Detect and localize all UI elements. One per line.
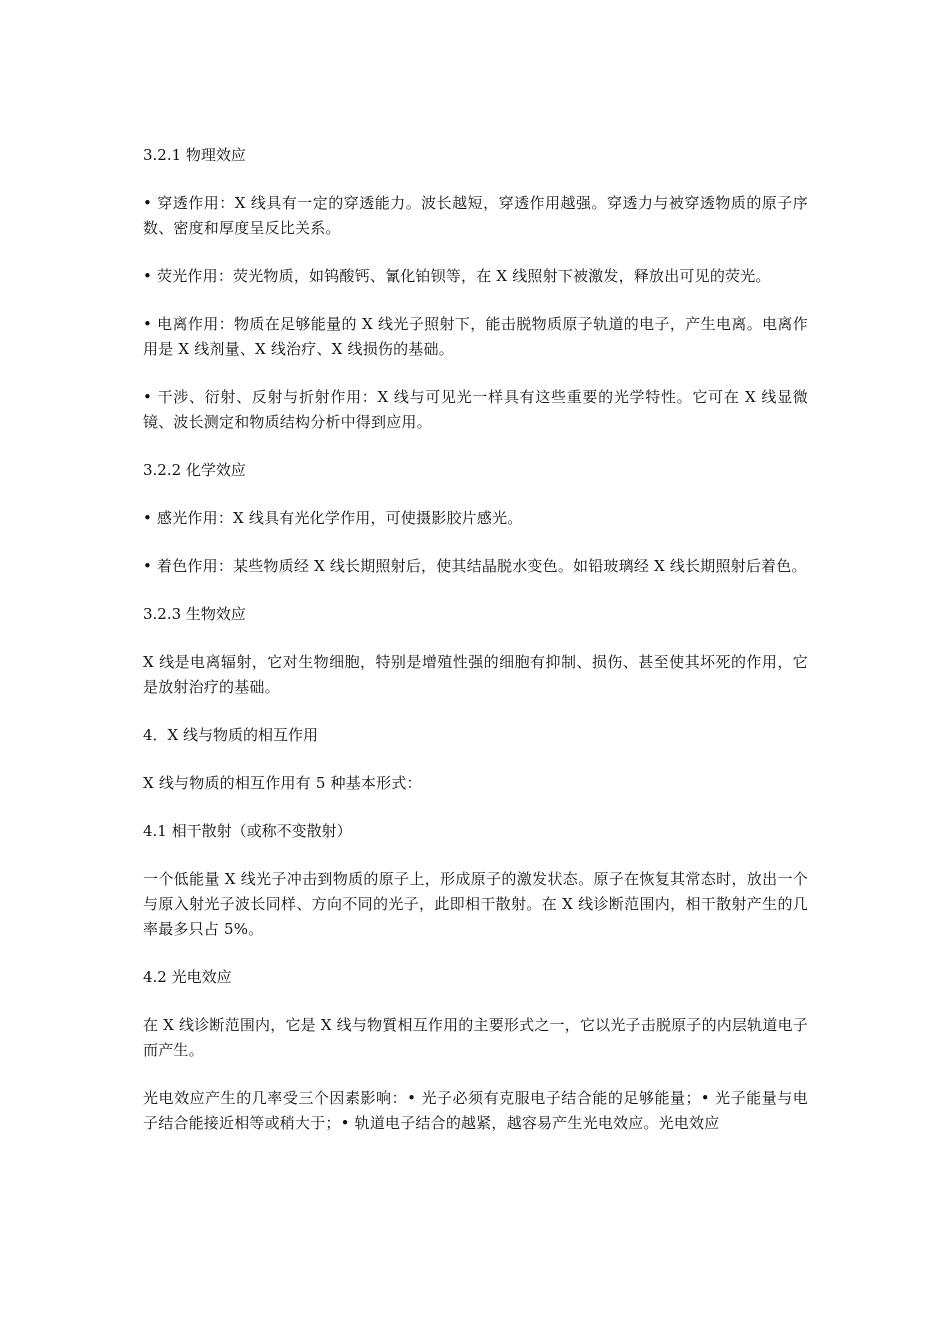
paragraph-optics: • 干涉、衍射、反射与折射作用：X 线与可见光一样具有这些重要的光学特性。它可在 X 线显微镜、波长测定和物质结构分析中得到应用。 xyxy=(143,388,808,431)
paragraph-fluorescence: • 荧光作用：荧光物质，如钨酸钙、氰化铂钡等，在 X 线照射下被激发，释放出可见的荧光。 xyxy=(143,267,771,285)
section-heading-4-1: 4.1 相干散射（或称不变散射） xyxy=(143,822,352,840)
section-heading-3-2-1: 3.2.1 物理效应 xyxy=(143,146,246,164)
section-heading-3-2-3: 3.2.3 生物效应 xyxy=(143,605,246,623)
paragraph-photoelectric: 在 X 线诊断范围内，它是 X 线与物質相互作用的主要形式之一，它以光子击脱原子的内层轨道电子而产生。 xyxy=(143,1016,808,1059)
paragraph-ionization: • 电离作用：物质在足够能量的 X 线光子照射下，能击脱物质原子轨道的电子，产生电离。电离作用是 X 线剂量、X 线治疗、X 线损伤的基础。 xyxy=(143,315,808,358)
paragraph-photosensitive: • 感光作用：X 线具有光化学作用，可使摄影胶片感光。 xyxy=(143,509,523,527)
paragraph-interaction-forms: X 线与物质的相互作用有 5 种基本形式： xyxy=(143,774,422,792)
paragraph-biological: X 线是电离辐射，它对生物细胞，特别是增殖性强的细胞有抑制、损伤、甚至使其坏死的作用，它是放射治疗的基础。 xyxy=(143,653,808,696)
paragraph-penetration: • 穿透作用：X 线具有一定的穿透能力。波长越短，穿透作用越强。穿透力与被穿透物质的原子序数、密度和厚度呈反比关系。 xyxy=(143,194,808,237)
document-page xyxy=(143,143,808,1159)
paragraph-photoelectric-factors: 光电效应产生的几率受三个因素影响：• 光子必须有克服电子结合能的足够能量；• 光子能量与电子结合能接近相等或稍大于；• 轨道电子结合的越紧，越容易产生光电效应。光电效应 xyxy=(143,1089,808,1132)
section-heading-4-2: 4.2 光电效应 xyxy=(143,968,232,986)
paragraph-coloring: • 着色作用：某些物质经 X 线长期照射后，使其结晶脱水变色。如铅玻璃经 X 线长期照射后着色。 xyxy=(143,557,807,575)
paragraph-coherent-scattering: 一个低能量 X 线光子冲击到物质的原子上，形成原子的激发状态。原子在恢复其常态时，放出一个与原入射光子波长同样、方向不同的光子，此即相干散射。在 X 线诊断范围内，相干散射产生的几率最多只占 5%。 xyxy=(143,870,808,938)
section-heading-3-2-2: 3.2.2 化学效应 xyxy=(143,461,246,479)
section-heading-4: 4．X 线与物质的相互作用 xyxy=(143,726,318,744)
